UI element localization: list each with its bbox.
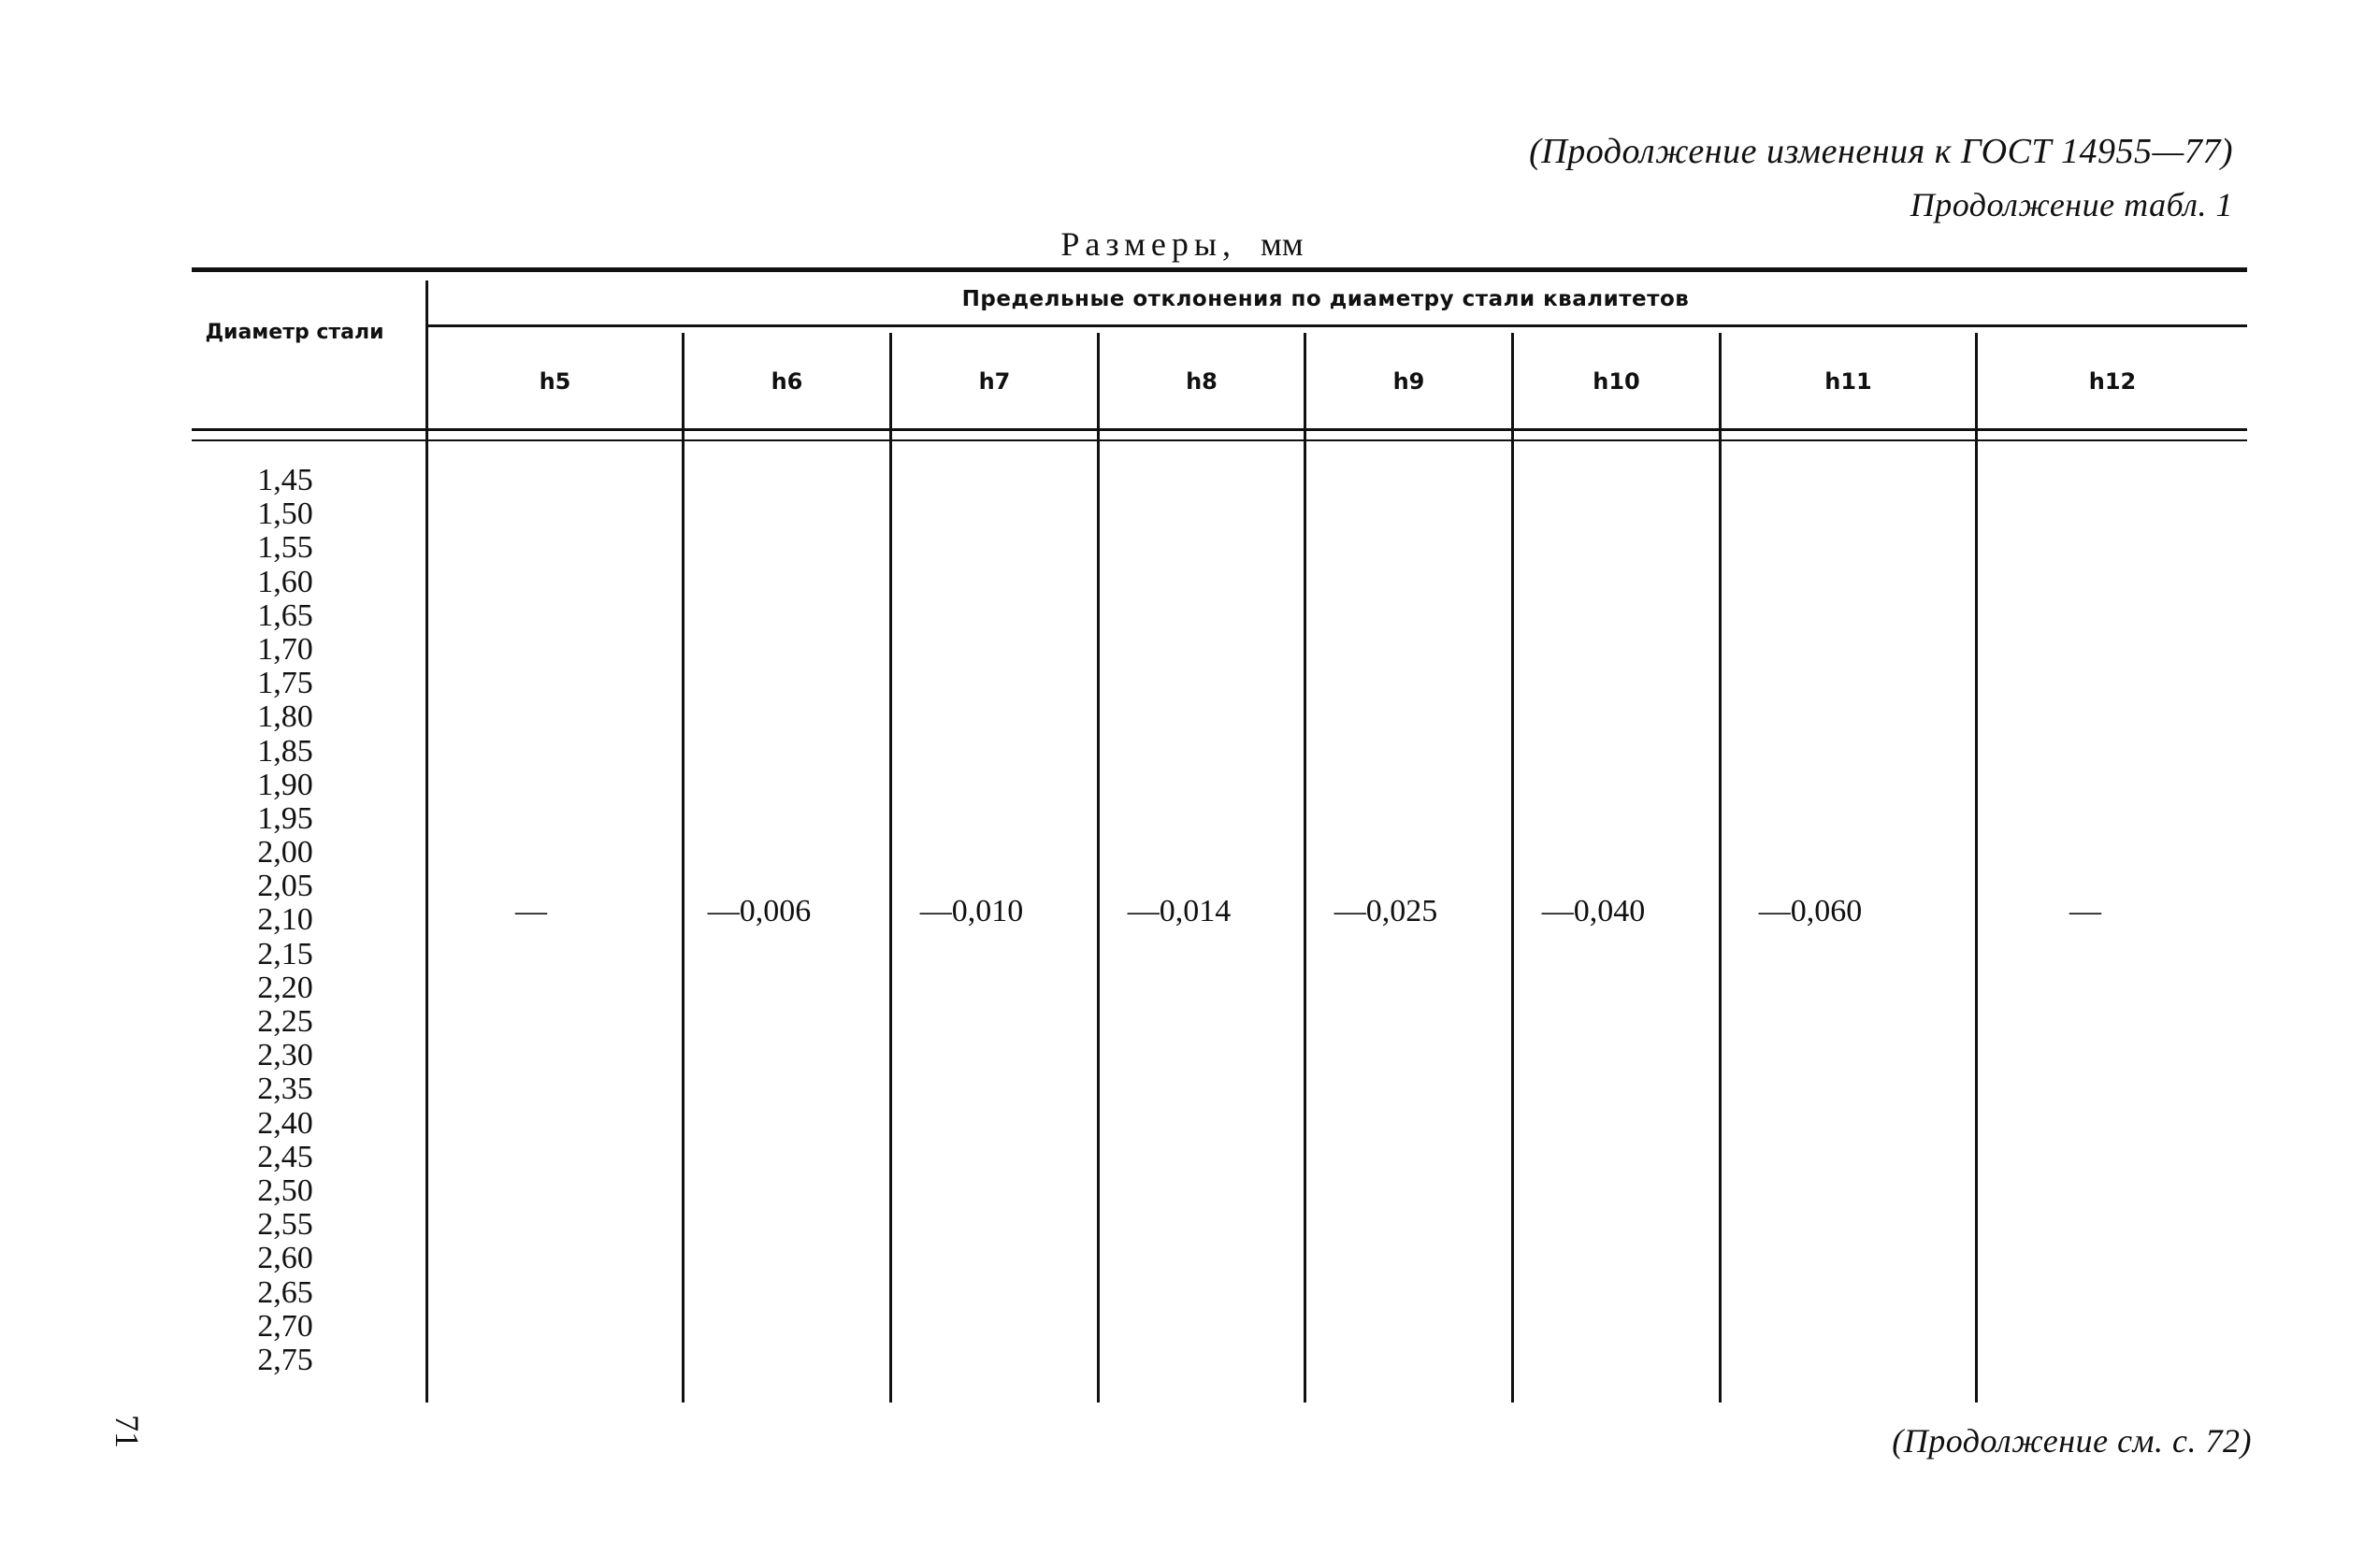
- col-divider-h6-h7: [889, 333, 892, 1403]
- table-continuation-label: Продолжение табл. 1: [1910, 186, 2233, 223]
- diameter-value: 2,65: [257, 1274, 313, 1310]
- units-caption: [0, 224, 2364, 264]
- diameter-value: 2,10: [257, 902, 313, 938]
- col-divider-diameter: [425, 281, 428, 1403]
- deviation-h5: —: [515, 894, 547, 928]
- col-header-h6: h6: [771, 368, 803, 395]
- col-header-h8: h8: [1186, 368, 1218, 395]
- diameter-value: 2,05: [257, 869, 313, 904]
- units-label: Размеры,: [1060, 225, 1237, 263]
- deviation-h8: —0,014: [1127, 894, 1232, 928]
- diameter-value: 1,80: [257, 699, 313, 735]
- diameter-value: 2,40: [257, 1105, 313, 1141]
- diameter-value: 1,75: [257, 666, 313, 701]
- diameter-header: Диаметр стали: [205, 321, 384, 344]
- deviation-h10: —0,040: [1541, 894, 1646, 928]
- header-bottom-rule: [192, 428, 2247, 431]
- units-value: мм: [1261, 225, 1304, 263]
- diameter-value: 1,50: [257, 496, 313, 532]
- diameter-value: 1,95: [257, 800, 313, 836]
- deviation-h11: —0,060: [1758, 894, 1863, 928]
- col-divider-h9-h10: [1511, 333, 1514, 1403]
- col-divider-h8-h9: [1304, 333, 1306, 1403]
- page-number: 71: [108, 1415, 146, 1448]
- diameter-value: 1,65: [257, 597, 313, 633]
- diameter-value: 2,35: [257, 1072, 313, 1107]
- diameter-value: 2,70: [257, 1308, 313, 1344]
- tolerance-span-header: Предельные отклонения по диаметру стали квалитетов: [961, 287, 1690, 311]
- span-header-rule: [428, 324, 2247, 327]
- diameter-value: 2,20: [257, 970, 313, 1005]
- col-divider-h7-h8: [1097, 333, 1100, 1403]
- diameter-list: [215, 464, 355, 1377]
- col-divider-h10-h11: [1719, 333, 1722, 1403]
- body-top-rule: [192, 439, 2247, 441]
- diameter-value: 1,70: [257, 631, 313, 667]
- diameter-value: 2,50: [257, 1172, 313, 1208]
- diameter-value: 2,60: [257, 1241, 313, 1276]
- diameter-value: 1,90: [257, 767, 313, 802]
- col-header-h5: h5: [539, 368, 571, 395]
- deviation-h7: —0,010: [919, 894, 1024, 928]
- table-top-rule: [192, 267, 2247, 272]
- diameter-value: 2,30: [257, 1038, 313, 1073]
- diameter-value: 2,75: [257, 1342, 313, 1377]
- diameter-value: 1,45: [257, 463, 313, 497]
- col-divider-h11-h12: [1975, 333, 1978, 1403]
- diameter-value: 2,55: [257, 1207, 313, 1243]
- col-header-h12: h12: [2088, 368, 2137, 395]
- diameter-value: 1,55: [257, 530, 313, 566]
- col-header-h10: h10: [1593, 368, 1640, 395]
- col-header-h9: h9: [1392, 368, 1425, 395]
- col-header-h11: h11: [1824, 368, 1872, 395]
- diameter-value: 2,25: [257, 1004, 313, 1039]
- deviation-h12: —: [2069, 894, 2101, 928]
- col-header-h7: h7: [978, 368, 1011, 395]
- continuation-footer: (Продолжение см. с. 72): [1892, 1422, 2252, 1460]
- deviation-h9: —0,025: [1333, 894, 1438, 928]
- diameter-value: 2,45: [257, 1139, 313, 1174]
- diameter-value: 1,85: [257, 733, 313, 769]
- diameter-value: 1,60: [257, 564, 313, 599]
- diameter-value: 2,00: [257, 835, 313, 870]
- deviation-h6: —0,006: [707, 894, 812, 928]
- col-divider-h5-h6: [682, 333, 685, 1403]
- diameter-value: 2,15: [257, 936, 313, 971]
- continuation-title: (Продолжение изменения к ГОСТ 14955—77): [1529, 132, 2233, 171]
